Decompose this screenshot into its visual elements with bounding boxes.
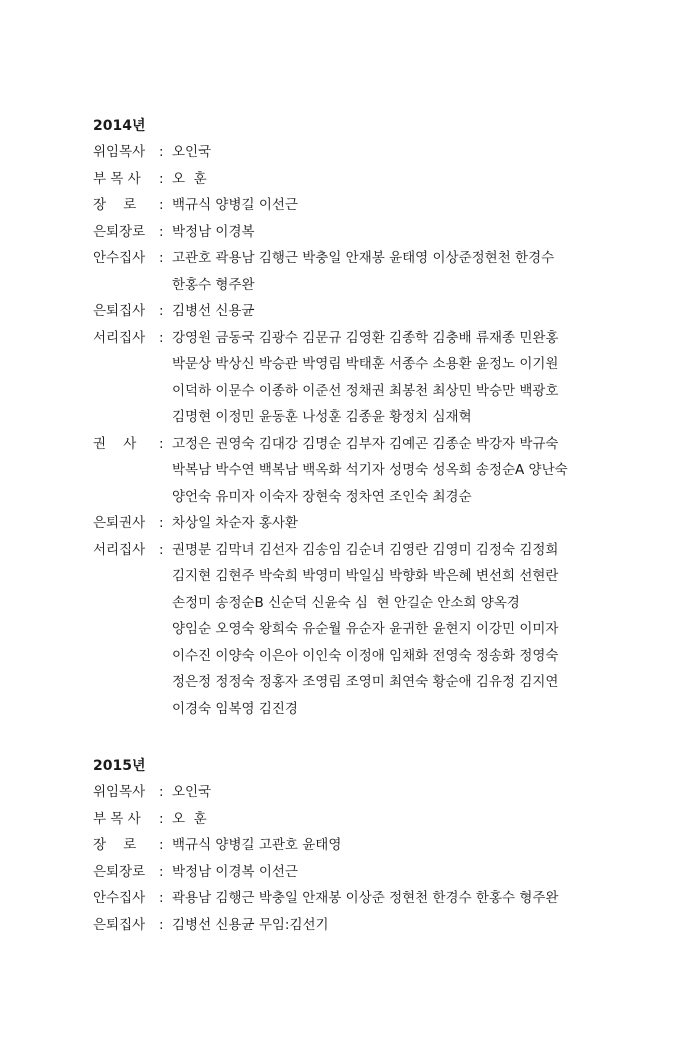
name-line: 박정남 이경복 bbox=[172, 223, 255, 240]
name-line: 양임순 오영숙 왕희숙 유순월 유순자 윤귀한 윤현지 이강민 이미자 bbox=[172, 621, 559, 637]
name-line: 강영원 금동국 김광수 김문규 김영환 김종학 김충배 류재종 민완홍 bbox=[172, 329, 559, 346]
name-list bbox=[172, 192, 653, 219]
role-row bbox=[93, 325, 653, 431]
role-label: 은퇴집사 bbox=[93, 916, 146, 933]
role-row bbox=[93, 219, 653, 246]
name-list bbox=[172, 779, 653, 806]
role-row bbox=[93, 192, 653, 219]
colon-separator: : bbox=[159, 916, 164, 933]
role-label: 장 로 bbox=[93, 837, 137, 853]
name-list bbox=[172, 166, 653, 193]
name-list bbox=[172, 298, 653, 325]
role-label: 은퇴집사 bbox=[93, 303, 146, 319]
name-list bbox=[172, 859, 653, 886]
name-line: 이덕하 이문수 이종하 이준선 정채권 최봉천 최상민 박승만 백광호 bbox=[172, 382, 559, 399]
colon-separator: : bbox=[159, 144, 164, 160]
name-line: 고정은 권영숙 김대강 김명순 김부자 김예곤 김종순 박강자 박규숙 bbox=[172, 435, 559, 452]
year-heading: 2015년 bbox=[93, 758, 146, 774]
role-row bbox=[93, 245, 653, 298]
colon-separator: : bbox=[159, 435, 164, 452]
role-label: 은퇴장로 bbox=[93, 863, 146, 880]
name-line: 이경숙 임복영 김진경 bbox=[172, 700, 298, 717]
name-line: 백규식 양병길 고관호 윤태영 bbox=[172, 837, 342, 853]
role-row bbox=[93, 912, 653, 939]
year-heading: 2014년 bbox=[93, 118, 146, 134]
role-row bbox=[93, 431, 653, 511]
name-line: 김병선 신용균 무임:김선기 bbox=[172, 916, 329, 933]
role-row bbox=[93, 885, 653, 912]
colon-separator: : bbox=[159, 170, 164, 187]
name-line: 오인국 bbox=[172, 784, 212, 800]
role-label: 위임목사 bbox=[93, 144, 146, 160]
name-list bbox=[172, 806, 653, 833]
name-line: 박문상 박상신 박승관 박영림 박태훈 서종수 소용환 윤정노 이기원 bbox=[172, 356, 559, 372]
role-row bbox=[93, 139, 653, 166]
role-label: 부 목 사 bbox=[93, 170, 141, 187]
name-line: 김병선 신용균 bbox=[172, 303, 255, 319]
role-row bbox=[93, 298, 653, 325]
role-label: 서리집사 bbox=[93, 329, 146, 346]
name-line: 김지현 김현주 박숙희 박영미 박일심 박향화 박은혜 변선희 선현란 bbox=[172, 568, 559, 584]
colon-separator: : bbox=[159, 810, 164, 827]
role-label: 위임목사 bbox=[93, 784, 146, 800]
colon-separator: : bbox=[159, 250, 164, 266]
colon-separator: : bbox=[159, 329, 164, 346]
name-line: 백규식 양병길 이선근 bbox=[172, 197, 298, 213]
name-line: 김명현 이정민 윤동훈 나성훈 김종윤 황정치 심재혁 bbox=[172, 409, 472, 425]
name-line: 오인국 bbox=[172, 144, 212, 160]
role-label: 서리집사 bbox=[93, 541, 146, 558]
name-list bbox=[172, 832, 653, 859]
section-2014 bbox=[93, 113, 653, 722]
name-line: 양언숙 유미자 이숙자 장현숙 정차연 조인숙 최경순 bbox=[172, 488, 472, 505]
role-row bbox=[93, 859, 653, 886]
role-label: 권 사 bbox=[93, 435, 137, 452]
name-list bbox=[172, 139, 653, 166]
colon-separator: : bbox=[159, 837, 164, 853]
name-list bbox=[172, 325, 653, 431]
colon-separator: : bbox=[159, 197, 164, 213]
name-line: 곽용남 김행근 박충일 안재봉 이상준 정현천 한경수 한홍수 형주완 bbox=[172, 890, 559, 906]
role-label: 은퇴권사 bbox=[93, 515, 146, 531]
role-label: 장 로 bbox=[93, 197, 137, 213]
role-label: 안수집사 bbox=[93, 250, 146, 266]
role-row bbox=[93, 779, 653, 806]
name-line: 차상일 차순자 홍사환 bbox=[172, 515, 298, 531]
name-list bbox=[172, 510, 653, 537]
name-line: 오 훈 bbox=[172, 170, 207, 187]
colon-separator: : bbox=[159, 303, 164, 319]
role-row bbox=[93, 537, 653, 723]
name-list bbox=[172, 431, 653, 511]
name-line: 손정미 송정순B 신순덕 신윤숙 심 현 안길순 안소희 양옥경 bbox=[172, 594, 520, 611]
role-label: 은퇴장로 bbox=[93, 223, 146, 240]
colon-separator: : bbox=[159, 784, 164, 800]
section-2015 bbox=[93, 753, 653, 938]
name-list bbox=[172, 912, 653, 939]
colon-separator: : bbox=[159, 890, 164, 906]
role-label: 안수집사 bbox=[93, 890, 146, 906]
name-line: 오 훈 bbox=[172, 810, 207, 827]
name-line: 박정남 이경복 이선근 bbox=[172, 863, 298, 880]
role-row bbox=[93, 832, 653, 859]
role-row bbox=[93, 806, 653, 833]
role-row bbox=[93, 510, 653, 537]
role-label: 부 목 사 bbox=[93, 810, 141, 827]
name-line: 한홍수 형주완 bbox=[172, 276, 255, 293]
colon-separator: : bbox=[159, 863, 164, 880]
name-list bbox=[172, 219, 653, 246]
colon-separator: : bbox=[159, 223, 164, 240]
name-list bbox=[172, 885, 653, 912]
name-line: 이수진 이양숙 이은아 이인숙 이정애 임채화 전영숙 정송화 정영숙 bbox=[172, 647, 559, 664]
name-list bbox=[172, 537, 653, 723]
name-line: 권명분 김막녀 김선자 김송임 김순녀 김영란 김영미 김정숙 김정희 bbox=[172, 541, 559, 558]
colon-separator: : bbox=[159, 541, 164, 558]
role-row bbox=[93, 166, 653, 193]
name-line: 박복남 박수연 백복남 백옥화 석기자 성명숙 성옥희 송정순A 양난숙 bbox=[172, 462, 568, 478]
name-list bbox=[172, 245, 653, 298]
colon-separator: : bbox=[159, 515, 164, 531]
name-line: 정은정 정정숙 정홍자 조영림 조영미 최연숙 황순애 김유정 김지연 bbox=[172, 674, 559, 690]
name-line: 고관호 곽용남 김행근 박충일 안재봉 윤태영 이상준정현천 한경수 bbox=[172, 250, 555, 266]
